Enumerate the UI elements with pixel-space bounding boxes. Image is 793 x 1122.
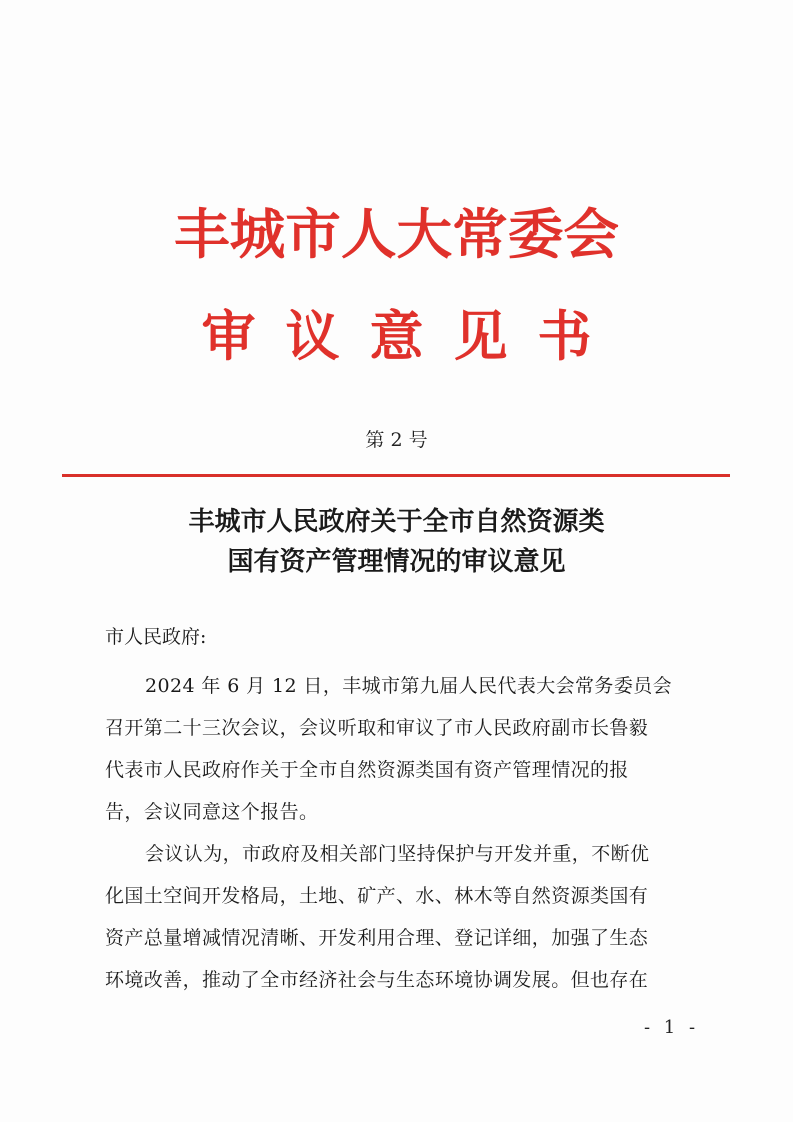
page-number: - 1 - — [644, 1017, 700, 1038]
paragraph-2-line: 会议认为，市政府及相关部门坚持保护与开发并重，不断优 — [145, 843, 650, 865]
paragraph-2-line: 环境改善，推动了全市经济社会与生态环境协调发展。但也存在 — [105, 969, 649, 991]
paragraph-1-line: 告，会议同意这个报告。 — [105, 801, 319, 823]
paragraph-1 — [105, 665, 695, 833]
paragraph-1-line: 代表市人民政府作关于全市自然资源类国有资产管理情况的报 — [105, 759, 629, 781]
paragraph-2 — [105, 833, 695, 1001]
document-title-line-2: 国有资产管理情况的审议意见 — [227, 547, 566, 577]
paragraph-2-line: 化国土空间开发格局，土地、矿产、水、林木等自然资源类国有 — [105, 885, 649, 907]
document-type: 审议意见书 — [201, 305, 622, 368]
paragraph-1-line: 2024 年 6 月 12 日，丰城市第九届人民代表大会常务委员会 — [145, 675, 673, 697]
salutation: 市人民政府: — [105, 626, 207, 648]
paragraph-2-line: 资产总量增减情况清晰、开发利用合理、登记详细，加强了生态 — [105, 927, 649, 949]
document-title-line-1: 丰城市人民政府关于全市自然资源类 — [188, 507, 605, 537]
paragraph-1-line: 召开第二十三次会议，会议听取和审议了市人民政府副市长鲁毅 — [105, 717, 649, 739]
issuing-organization: 丰城市人大常委会 — [174, 203, 619, 266]
red-divider-line — [62, 474, 730, 477]
document-number: 第 2 号 — [365, 429, 428, 451]
